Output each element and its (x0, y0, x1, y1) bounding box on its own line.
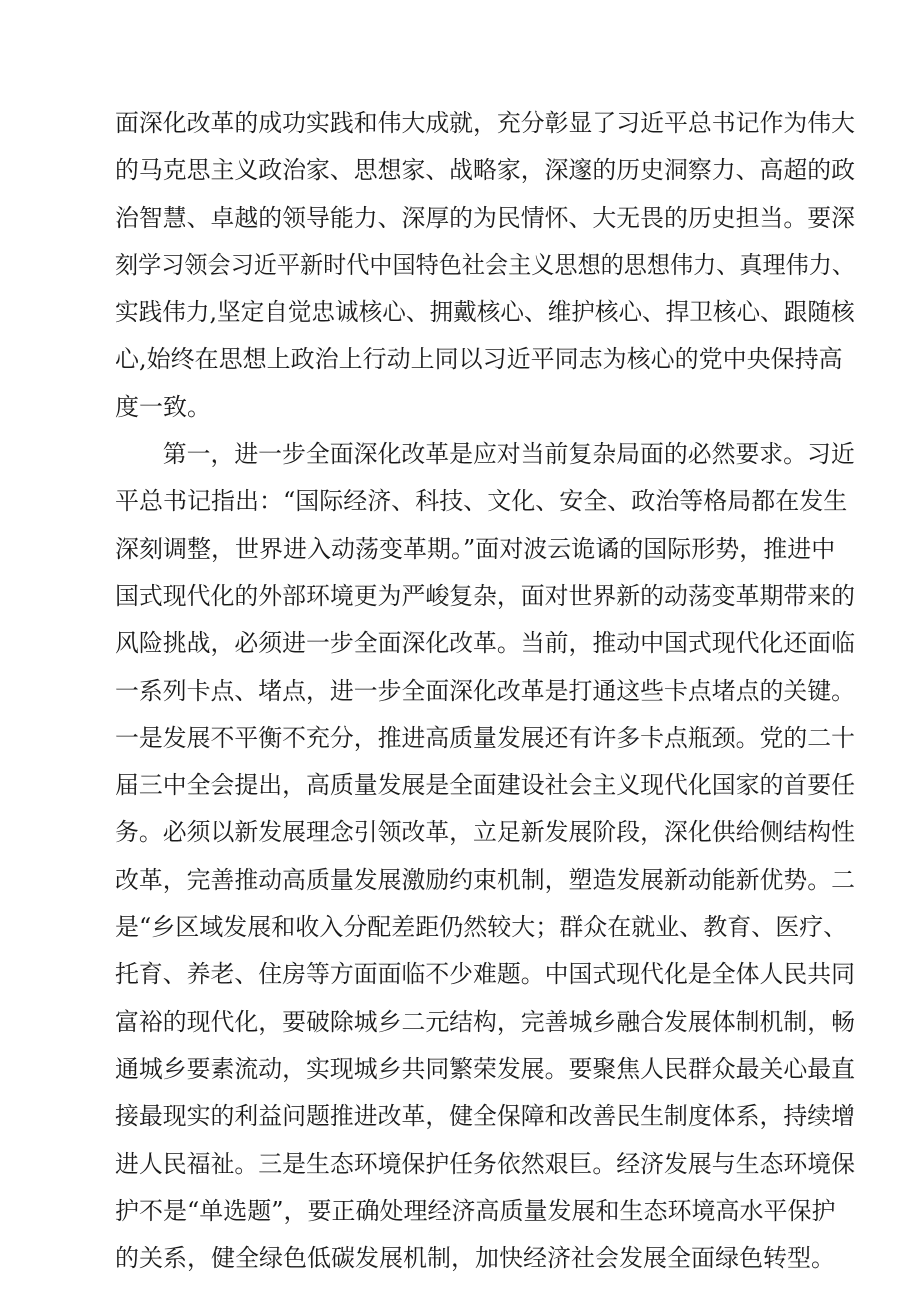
text-line: 国式现代化的外部环境更为严峻复杂，面对世界新的动荡变革期带来的 (115, 581, 855, 610)
text-line: 深刻调整，世界进入动荡变革期。”面对波云诡谲的国际形势，推进中 (115, 534, 836, 563)
paragraph (115, 100, 855, 431)
text-line: 改革，完善推动高质量发展激励约束机制，塑造发展新动能新优势。二 (115, 865, 855, 894)
text-line: 进人民福祉。三是生态环境保护任务依然艰巨。经济发展与生态环境保 (115, 1149, 855, 1178)
text-line: 一系列卡点、堵点，进一步全面深化改革是打通这些卡点堵点的关键。 (115, 676, 855, 705)
text-line: 通城乡要素流动，实现城乡共同繁荣发展。要聚焦人民群众最关心最直 (115, 1054, 855, 1083)
text-line: 的关系，健全绿色低碳发展机制，加快经济社会发展全面绿色转型。 (115, 1244, 835, 1273)
text-line: 的马克思主义政治家、思想家、战略家，深邃的历史洞察力、高超的政 (115, 156, 855, 185)
text-line: 风险挑战，必须进一步全面深化改革。当前，推动中国式现代化还面临 (115, 629, 855, 658)
text-line: 届三中全会提出，高质量发展是全面建设社会主义现代化国家的首要任 (115, 771, 855, 800)
text-line: 平总书记指出：“国际经济、科技、文化、安全、政治等格局都在发生 (115, 487, 848, 516)
paragraph (115, 431, 855, 1282)
text-line: 接最现实的利益问题推进改革，健全保障和改善民生制度体系，持续增 (115, 1102, 855, 1131)
text-line: 面深化改革的成功实践和伟大成就，充分彰显了习近平总书记作为伟大 (115, 109, 855, 137)
text-line: 心,始终在思想上政治上行动上同以习近平同志为核心的党中央保持高 (115, 345, 843, 374)
text-line: 是“乡区域发展和收入分配差距仍然较大；群众在就业、教育、医疗、 (115, 913, 848, 942)
text-line: 托育、养老、住房等方面面临不少难题。中国式现代化是全体人民共同 (115, 960, 855, 989)
text-line: 护不是“单选题”，要正确处理经济高质量发展和生态环境高水平保护 (115, 1196, 836, 1225)
document-body (115, 100, 855, 1282)
text-line: 治智慧、卓越的领导能力、深厚的为民情怀、大无畏的历史担当。要深 (115, 203, 855, 232)
text-line: 刻学习领会习近平新时代中国特色社会主义思想的思想伟力、真理伟力、 (115, 250, 855, 279)
text-line: 第一，进一步全面深化改革是应对当前复杂局面的必然要求。习近 (162, 440, 855, 469)
text-line: 实践伟力,坚定自觉忠诚核心、拥戴核心、维护核心、捍卫核心、跟随核 (115, 298, 855, 327)
text-line: 务。必须以新发展理念引领改革，立足新发展阶段，深化供给侧结构性 (115, 818, 855, 847)
text-line: 富裕的现代化，要破除城乡二元结构，完善城乡融合发展体制机制，畅 (115, 1007, 855, 1036)
text-line: 度一致。 (115, 392, 211, 421)
text-line: 一是发展不平衡不充分，推进高质量发展还有许多卡点瓶颈。党的二十 (115, 723, 855, 752)
